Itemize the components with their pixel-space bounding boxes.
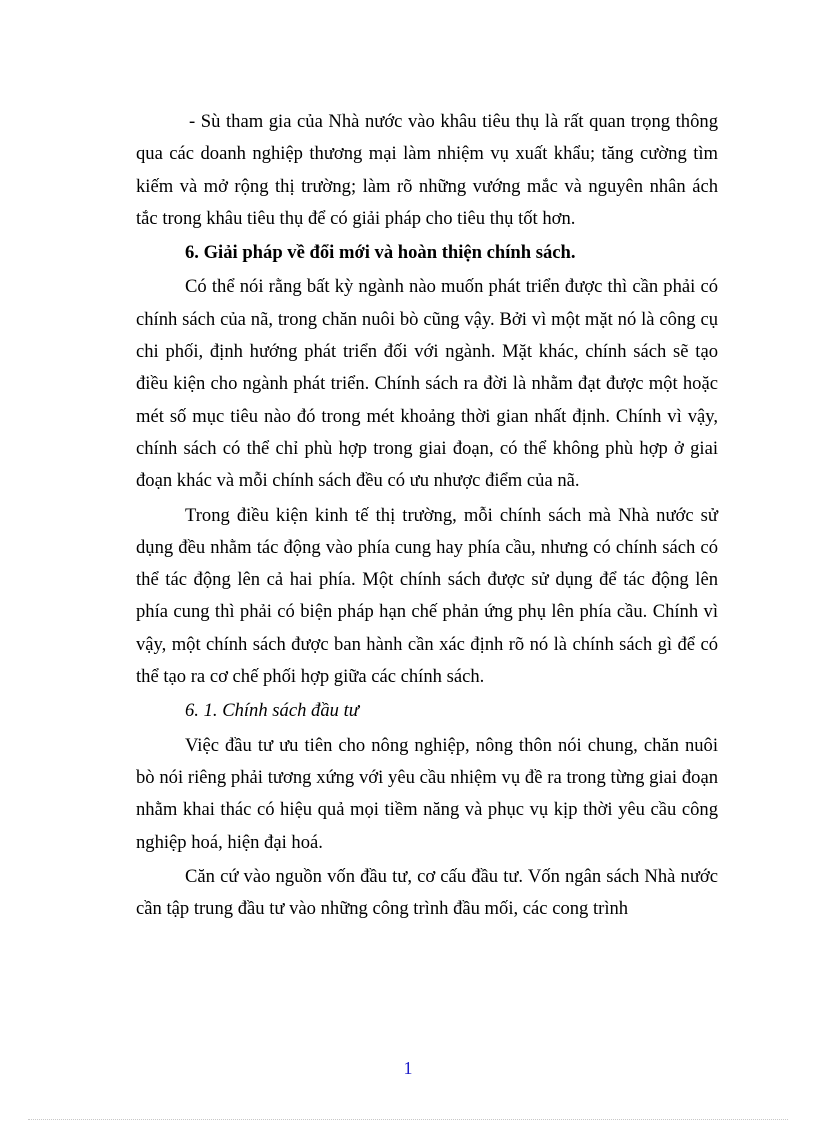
paragraph-policy-role: Có thể nói rằng bất kỳ ngành nào muốn phát triển được thì cần phải có chính sách của nã, trong chăn nuôi bò cũng vậy. Bởi vì một mặt nó là công cụ chi phối, định hướng phát triển đối với ngành. Mặt khác, chính sách sẽ tạo điều kiện cho ngành phát triển. Chính sách ra đời là nhằm đạt được một hoặc mét số mục tiêu nào đó trong mét khoảng thời gian nhất định. Chính vì vậy, chính sách có thể chỉ phù hợp trong giai đoạn, có thể không phù hợp ở giai đoạn khác và mỗi chính sách đều có ưu nhược điểm của nã. — [136, 276, 718, 492]
document-body — [136, 106, 718, 927]
page-number: 1 — [403, 1058, 413, 1078]
section-heading-policy-reform: 6. Giải pháp về đổi mới và hoàn thiện chính sách. — [185, 242, 576, 264]
subsection-heading-investment-policy: 6. 1. Chính sách đầu tư — [185, 700, 359, 722]
paragraph-market-economy: Trong điều kiện kinh tế thị trường, mỗi chính sách mà Nhà nước sử dụng đều nhằm tác động vào phía cung hay phía cầu, nhưng có chính sách có thể tác động lên cả hai phía. Một chính sách được sử dụng để tác động lên phía cung thì phải có biện pháp hạn chế phản ứng phụ lên phía cầu. Chính vì vậy, một chính sách được ban hành cần xác định rõ nó là chính sách gì để có thể tạo ra cơ chế phối hợp giữa các chính sách. — [136, 504, 718, 688]
paragraph-capital-sources: Căn cứ vào nguồn vốn đầu tư, cơ cấu đầu tư. Vốn ngân sách Nhà nước cần tập trung đầu tư vào những công trình đầu mối, các cong trình — [136, 865, 718, 920]
page-bottom-border — [28, 1119, 788, 1120]
paragraph-state-consumption: - Sù tham gia của Nhà nước vào khâu tiêu thụ là rất quan trọng thông qua các doanh nghiệp thương mại làm nhiệm vụ xuất khẩu; tăng cường tìm kiếm và mở rộng thị trường; làm rõ những vướng mắc và nguyên nhân ách tắc trong khâu tiêu thụ để có giải pháp cho tiêu thụ tốt hơn. — [136, 111, 718, 229]
paragraph-investment-priority: Việc đầu tư ưu tiên cho nông nghiệp, nông thôn nói chung, chăn nuôi bò nói riêng phải tương xứng với yêu cầu nhiệm vụ đề ra trong từng giai đoạn nhằm khai thác có hiệu quả mọi tiềm năng và phục vụ kịp thời yêu cầu công nghiệp hoá, hiện đại hoá. — [136, 734, 718, 853]
